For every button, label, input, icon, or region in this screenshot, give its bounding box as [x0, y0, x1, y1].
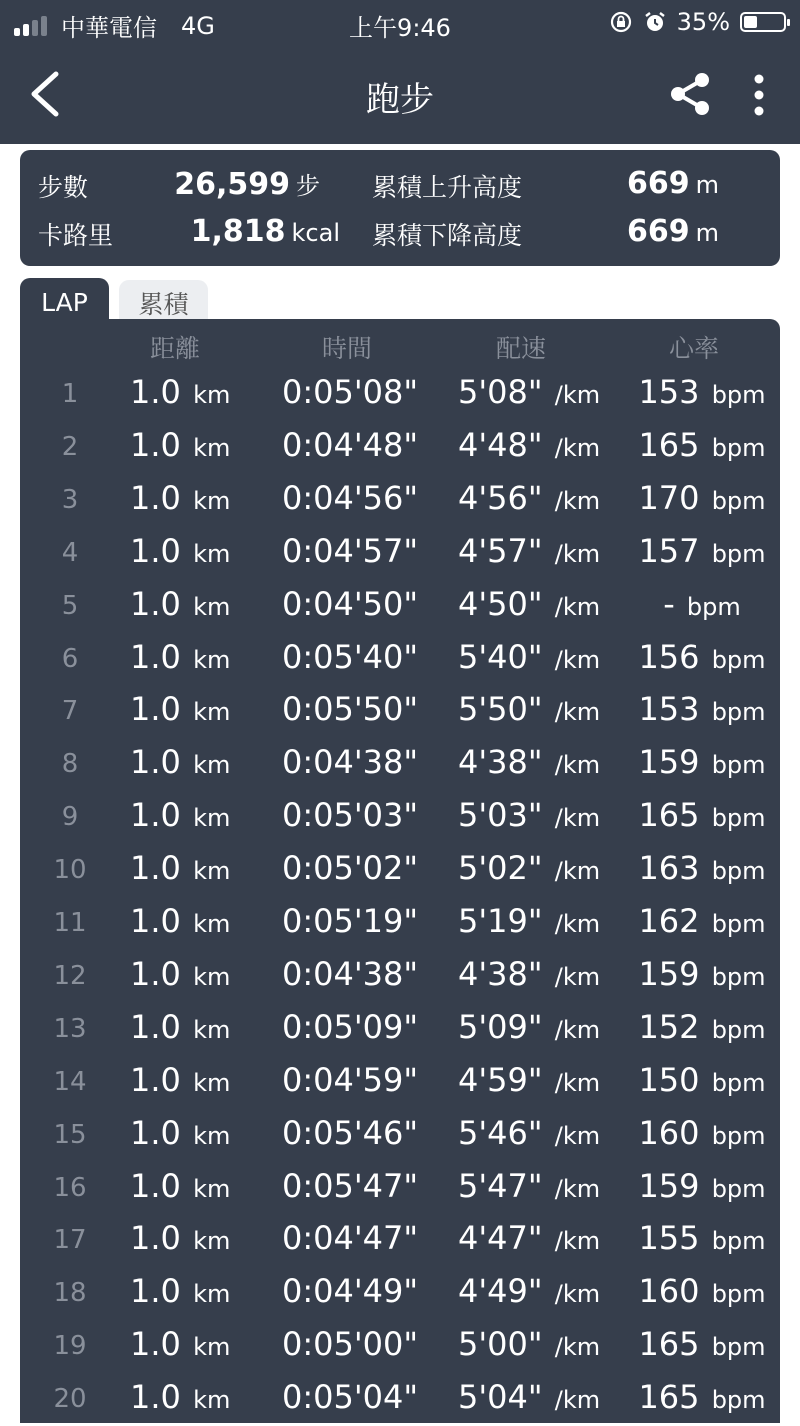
lap-table [20, 319, 780, 1423]
pace-value: 5'19" [458, 902, 543, 940]
steps-value [174, 166, 320, 202]
lap-pace [458, 585, 600, 623]
distance-value: 1.0 [130, 531, 181, 570]
lap-heart-rate [632, 1378, 772, 1416]
lap-time: 0:05'09" [282, 1007, 419, 1046]
calories-label: 卡路里 [38, 221, 114, 250]
pace-value: 5'08" [458, 373, 543, 411]
lap-distance [130, 1378, 230, 1416]
pace-value: 4'57" [458, 531, 543, 570]
pace-unit: /km [554, 381, 601, 409]
distance-unit: km [193, 1227, 231, 1256]
share-icon[interactable] [666, 70, 714, 118]
distance-unit: km [193, 1121, 231, 1150]
lap-heart-rate [632, 426, 772, 464]
distance-unit: km [193, 1068, 231, 1097]
pace-value: 5'09" [458, 1007, 543, 1046]
lap-time: 0:04'59" [282, 1060, 419, 1099]
lap-distance [130, 1219, 230, 1257]
lap-time: 0:04'47" [282, 1219, 419, 1258]
table-row [20, 951, 780, 1003]
lap-time: 0:04'50" [282, 584, 419, 623]
pace-value: 4'47" [458, 1219, 543, 1258]
tab-cumulative[interactable]: 累積 [119, 280, 208, 324]
ascent-label: 累積上升高度 [372, 173, 523, 202]
distance-value: 1.0 [130, 1325, 181, 1364]
lap-pace [458, 373, 600, 411]
table-row [20, 792, 780, 844]
descent-number: 669 [627, 214, 690, 249]
lap-distance [130, 532, 230, 570]
descent-unit: m [695, 219, 720, 247]
lap-number: 18 [53, 1278, 87, 1309]
distance-unit: km [193, 910, 231, 938]
distance-value: 1.0 [130, 902, 181, 940]
distance-value: 1.0 [130, 1272, 181, 1311]
lap-time: 0:05'02" [282, 849, 419, 888]
lap-time: 0:04'38" [282, 743, 419, 782]
lap-distance [130, 690, 230, 728]
hr-value: 165 [638, 1325, 700, 1364]
lap-heart-rate [632, 796, 772, 834]
distance-value: 1.0 [130, 796, 181, 835]
lap-pace [458, 796, 600, 834]
lap-distance [130, 373, 230, 411]
pace-unit: /km [554, 433, 601, 462]
lap-number: 13 [53, 1013, 87, 1044]
hr-value: 155 [638, 1219, 700, 1258]
distance-value: 1.0 [130, 1219, 181, 1258]
pace-unit: /km [554, 1015, 601, 1044]
lap-number: 9 [61, 802, 79, 833]
table-row [20, 739, 780, 791]
lap-number: 7 [61, 696, 79, 727]
hr-unit: bpm [711, 1386, 766, 1415]
lap-pace [458, 1008, 600, 1046]
pace-value: 5'47" [458, 1166, 543, 1205]
lap-time: 0:04'49" [282, 1272, 419, 1311]
distance-unit: km [193, 804, 231, 833]
lap-pace [458, 1325, 600, 1363]
hr-value: 159 [638, 954, 700, 993]
distance-value: 1.0 [130, 373, 181, 411]
hr-value: 165 [638, 425, 700, 464]
lap-time: 0:05'04" [282, 1378, 419, 1417]
steps-label: 步數 [38, 173, 89, 202]
distance-unit: km [193, 1333, 231, 1362]
distance-unit: km [193, 645, 231, 674]
more-vertical-icon[interactable] [746, 72, 772, 118]
pace-value: 4'38" [458, 954, 543, 993]
lap-distance [130, 1114, 230, 1152]
hr-unit: bpm [711, 539, 766, 568]
pace-value: 4'50" [458, 584, 543, 623]
ascent-number: 669 [627, 166, 690, 201]
lap-heart-rate [632, 1114, 772, 1152]
lap-pace [458, 743, 600, 781]
pace-unit: /km [554, 486, 601, 515]
distance-unit: km [193, 381, 231, 409]
lap-heart-rate [632, 532, 772, 570]
lap-heart-rate [632, 1167, 772, 1205]
hr-value: 160 [638, 1113, 700, 1152]
distance-value: 1.0 [130, 743, 181, 782]
table-row [20, 1163, 780, 1215]
alarm-icon [643, 10, 667, 34]
hr-value: 150 [638, 1060, 700, 1099]
pace-unit: /km [554, 1227, 601, 1256]
pace-unit: /km [554, 1386, 601, 1415]
lap-number: 19 [53, 1331, 87, 1362]
descent-label: 累積下降高度 [372, 221, 523, 250]
pace-unit: /km [554, 1280, 601, 1309]
lap-pace [458, 902, 600, 940]
hr-unit: bpm [711, 1280, 766, 1309]
status-bar [0, 0, 800, 44]
hr-unit: bpm [711, 1333, 766, 1362]
table-row [20, 1374, 780, 1426]
table-row [20, 845, 780, 897]
table-row [20, 1268, 780, 1320]
pace-unit: /km [554, 962, 601, 991]
lap-distance [130, 1325, 230, 1363]
navigation-bar [0, 44, 800, 144]
pace-value: 4'59" [458, 1060, 543, 1099]
lap-pace [458, 1272, 600, 1310]
steps-number: 26,599 [174, 167, 290, 202]
hr-value: 152 [638, 1007, 700, 1046]
pace-unit: /km [554, 1068, 601, 1097]
battery-icon [740, 12, 786, 32]
lap-heart-rate [632, 955, 772, 993]
lap-number: 15 [53, 1119, 87, 1150]
lap-heart-rate [632, 849, 772, 887]
lap-heart-rate [632, 1008, 772, 1046]
lap-time: 0:05'40" [282, 637, 419, 676]
pace-value: 4'38" [458, 743, 543, 782]
table-row [20, 1004, 780, 1056]
hr-value: 160 [638, 1272, 700, 1311]
rotation-lock-icon [609, 10, 633, 34]
lap-distance [130, 479, 230, 517]
table-row [20, 475, 780, 527]
hr-value: - [663, 584, 675, 623]
lap-number: 5 [61, 590, 79, 621]
distance-value: 1.0 [130, 478, 181, 517]
lap-number: 17 [53, 1225, 87, 1256]
hr-value: 153 [638, 373, 700, 411]
lap-number: 3 [61, 484, 79, 515]
lap-number: 6 [61, 643, 79, 674]
lap-pace [458, 479, 600, 517]
pace-value: 5'40" [458, 637, 543, 676]
table-row [20, 1215, 780, 1267]
pace-unit: /km [554, 539, 601, 568]
calories-number: 1,818 [190, 214, 286, 249]
table-row [20, 1110, 780, 1162]
hr-value: 165 [638, 1378, 700, 1417]
lap-time: 0:05'19" [282, 902, 419, 940]
lap-pace [458, 638, 600, 676]
header-time: 時間 [321, 334, 372, 363]
steps-unit: 步 [296, 172, 320, 200]
pace-unit: /km [554, 857, 601, 886]
descent-value [627, 214, 719, 249]
pace-value: 4'48" [458, 425, 543, 464]
lap-time: 0:05'46" [282, 1113, 419, 1152]
hr-unit: bpm [711, 1174, 766, 1203]
lap-time: 0:05'08" [282, 373, 419, 411]
lap-number: 4 [61, 537, 79, 568]
distance-unit: km [193, 962, 231, 991]
lap-distance [130, 1061, 230, 1099]
distance-value: 1.0 [130, 849, 181, 888]
lap-heart-rate [632, 479, 772, 517]
hr-unit: bpm [711, 910, 766, 938]
pace-unit: /km [554, 1333, 601, 1362]
lap-distance [130, 426, 230, 464]
status-right [609, 8, 786, 36]
lap-number: 20 [53, 1384, 87, 1415]
distance-value: 1.0 [130, 637, 181, 676]
distance-unit: km [193, 539, 231, 568]
table-row [20, 686, 780, 738]
lap-heart-rate [632, 690, 772, 728]
lap-number: 10 [53, 855, 87, 886]
lap-time: 0:04'57" [282, 531, 419, 570]
lap-number: 1 [61, 379, 79, 409]
pace-value: 5'02" [458, 849, 543, 888]
pace-unit: /km [554, 910, 601, 938]
pace-unit: /km [554, 1121, 601, 1150]
hr-value: 159 [638, 1166, 700, 1205]
table-header [20, 329, 780, 365]
pace-unit: /km [554, 645, 601, 674]
lap-number: 16 [53, 1172, 87, 1203]
distance-value: 1.0 [130, 1113, 181, 1152]
lap-pace [458, 1219, 600, 1257]
distance-unit: km [193, 1386, 231, 1415]
hr-value: 157 [638, 531, 700, 570]
hr-unit: bpm [711, 1015, 766, 1044]
lap-distance [130, 585, 230, 623]
table-row [20, 369, 780, 421]
network-type: 4G [181, 11, 215, 40]
pace-value: 5'46" [458, 1113, 543, 1152]
hr-unit: bpm [711, 645, 766, 674]
pace-unit: /km [554, 804, 601, 833]
lap-pace [458, 1167, 600, 1205]
hr-unit: bpm [711, 486, 766, 515]
status-time: 上午9:46 [349, 14, 451, 42]
pace-value: 4'49" [458, 1272, 543, 1311]
hr-value: 156 [638, 637, 700, 676]
distance-value: 1.0 [130, 1166, 181, 1205]
distance-value: 1.0 [130, 584, 181, 623]
distance-unit: km [193, 698, 231, 727]
lap-distance [130, 1008, 230, 1046]
lap-heart-rate [632, 1325, 772, 1363]
pace-value: 5'03" [458, 796, 543, 835]
lap-time: 0:04'38" [282, 954, 419, 993]
hr-value: 153 [638, 690, 700, 729]
pace-value: 5'50" [458, 690, 543, 729]
distance-value: 1.0 [130, 690, 181, 729]
lap-pace [458, 532, 600, 570]
lap-time: 0:04'48" [282, 425, 419, 464]
lap-heart-rate [632, 902, 772, 940]
lap-number: 14 [53, 1066, 87, 1097]
distance-unit: km [193, 433, 231, 462]
pace-unit: /km [554, 1174, 601, 1203]
distance-unit: km [193, 1174, 231, 1203]
hr-unit: bpm [711, 857, 766, 886]
distance-value: 1.0 [130, 1378, 181, 1417]
distance-unit: km [193, 592, 231, 621]
table-row [20, 422, 780, 474]
lap-pace [458, 1114, 600, 1152]
hr-unit: bpm [711, 804, 766, 833]
battery-fill [744, 16, 757, 28]
lap-distance [130, 743, 230, 781]
lap-number: 11 [53, 908, 87, 938]
carrier-name: 中華電信 [61, 14, 157, 42]
page-title: 跑步 [366, 80, 434, 120]
lap-distance [130, 638, 230, 676]
hr-value: 163 [638, 849, 700, 888]
calories-unit: kcal [291, 219, 340, 247]
ascent-value [627, 166, 719, 201]
header-heart-rate: 心率 [668, 334, 719, 363]
ascent-unit: m [695, 171, 720, 199]
hr-unit: bpm [686, 592, 741, 621]
hr-value: 165 [638, 796, 700, 835]
hr-unit: bpm [711, 1121, 766, 1150]
table-row [20, 1321, 780, 1373]
battery-percent: 35% [676, 8, 730, 36]
pace-value: 5'00" [458, 1325, 543, 1364]
lap-pace [458, 849, 600, 887]
lap-number: 8 [61, 749, 79, 780]
pace-value: 5'04" [458, 1378, 543, 1417]
lap-time: 0:05'47" [282, 1166, 419, 1205]
distance-value: 1.0 [130, 954, 181, 993]
distance-value: 1.0 [130, 425, 181, 464]
lap-heart-rate [632, 373, 772, 411]
distance-unit: km [193, 486, 231, 515]
lap-distance [130, 796, 230, 834]
lap-heart-rate [632, 638, 772, 676]
pace-unit: /km [554, 698, 601, 727]
lap-pace [458, 1061, 600, 1099]
hr-unit: bpm [711, 381, 766, 409]
table-row [20, 1057, 780, 1109]
hr-unit: bpm [711, 962, 766, 991]
lap-time: 0:05'50" [282, 690, 419, 729]
table-row [20, 898, 780, 950]
lap-distance [130, 955, 230, 993]
pace-value: 4'56" [458, 478, 543, 517]
lap-heart-rate [632, 743, 772, 781]
distance-unit: km [193, 1015, 231, 1044]
lap-time: 0:05'03" [282, 796, 419, 835]
lap-pace [458, 955, 600, 993]
calories-value [191, 214, 340, 249]
header-pace: 配速 [495, 334, 546, 363]
lap-distance [130, 1272, 230, 1310]
lap-time: 0:04'56" [282, 478, 419, 517]
distance-unit: km [193, 857, 231, 886]
hr-unit: bpm [711, 751, 766, 780]
lap-heart-rate [632, 1219, 772, 1257]
distance-unit: km [193, 1280, 231, 1309]
hr-unit: bpm [711, 1227, 766, 1256]
lap-pace [458, 1378, 600, 1416]
table-row [20, 634, 780, 686]
lap-distance [130, 902, 230, 940]
lap-time: 0:05'00" [282, 1325, 419, 1364]
tab-lap[interactable]: LAP [20, 278, 109, 322]
lap-distance [130, 849, 230, 887]
hr-value: 162 [638, 902, 700, 940]
table-row [20, 581, 780, 633]
distance-value: 1.0 [130, 1060, 181, 1099]
table-row [20, 528, 780, 580]
lap-number: 12 [53, 960, 87, 991]
lap-pace [458, 426, 600, 464]
lap-number: 2 [61, 431, 79, 462]
distance-value: 1.0 [130, 1007, 181, 1046]
lap-heart-rate [632, 1272, 772, 1310]
distance-unit: km [193, 751, 231, 780]
hr-unit: bpm [711, 698, 766, 727]
hr-unit: bpm [711, 1068, 766, 1097]
hr-value: 159 [638, 743, 700, 782]
header-distance: 距離 [149, 334, 200, 363]
hr-unit: bpm [711, 433, 766, 462]
pace-unit: /km [554, 751, 601, 780]
lap-heart-rate [632, 1061, 772, 1099]
lap-distance [130, 1167, 230, 1205]
lap-heart-rate [632, 585, 772, 623]
hr-value: 170 [638, 478, 700, 517]
pace-unit: /km [554, 592, 601, 621]
summary-card [20, 150, 780, 266]
lap-pace [458, 690, 600, 728]
